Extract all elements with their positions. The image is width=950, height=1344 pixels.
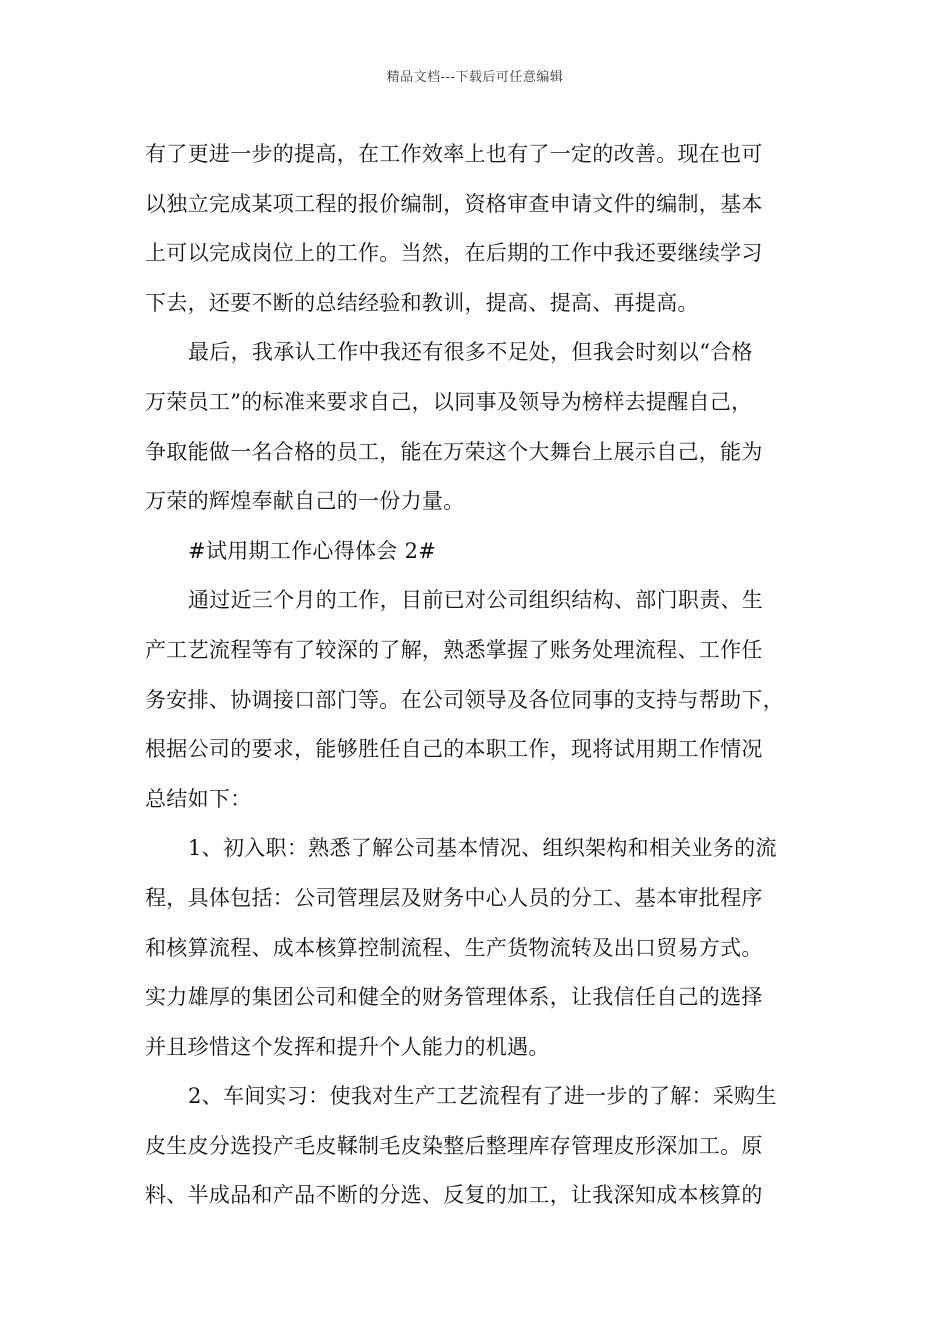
text-line: 争取能做一名合格的员工，能在万荣这个大舞台上展示自己，能为 (145, 439, 763, 464)
text-line: 上可以完成岗位上的工作。当然，在后期的工作中我还要继续学习 (145, 241, 763, 266)
paragraph-first-line: 1、初入职：熟悉了解公司基本情况、组织架构和相关业务的流 (188, 836, 777, 861)
page-header: 精品文档---下载后可任意编辑 (386, 70, 564, 85)
text-line: 皮生皮分选投产毛皮鞣制毛皮染整后整理库存管理皮形深加工。原 (145, 1133, 763, 1158)
text-line: 并且珍惜这个发挥和提升个人能力的机遇。 (145, 1034, 550, 1059)
text-line: 务安排、协调接口部门等。在公司领导及各位同事的支持与帮助下， (145, 687, 784, 712)
text-line: 根据公司的要求，能够胜任自己的本职工作，现将试用期工作情况 (145, 737, 763, 762)
text-line: 万荣的辉煌奉献自己的一份力量。 (145, 489, 465, 514)
text-line: 料、半成品和产品不断的分选、反复的加工，让我深知成本核算的 (145, 1183, 763, 1208)
text-line: 有了更进一步的提高，在工作效率上也有了一定的改善。现在也可 (145, 142, 763, 166)
text-line: 下去，还要不断的总结经验和教训，提高、提高、再提高。 (145, 290, 699, 315)
text-line: 以独立完成某项工程的报价编制，资格审查申请文件的编制，基本 (145, 191, 763, 216)
text-line: 和核算流程、成本核算控制流程、生产货物流转及出口贸易方式。 (145, 935, 763, 960)
paragraph-first-line: 最后，我承认工作中我还有很多不足处，但我会时刻以“合格 (188, 340, 753, 365)
section-heading: #试用期工作心得体会 2# (188, 538, 437, 563)
text-line: 程，具体包括：公司管理层及财务中心人员的分工、基本审批程序 (145, 885, 763, 910)
text-line: 实力雄厚的集团公司和健全的财务管理体系，让我信任自己的选择 (145, 985, 763, 1010)
document-body (145, 130, 835, 1221)
text-line: 产工艺流程等有了较深的了解，熟悉掌握了账务处理流程、工作任 (145, 637, 763, 662)
paragraph-first-line: 2、车间实习：使我对生产工艺流程有了进一步的了解：采购生 (188, 1084, 777, 1109)
paragraph-first-line: 通过近三个月的工作，目前已对公司组织结构、部门职责、生 (188, 588, 764, 613)
text-line: 总结如下： (145, 786, 252, 811)
text-line: 万荣员工”的标准来要求自己，以同事及领导为榜样去提醒自己， (145, 389, 753, 414)
